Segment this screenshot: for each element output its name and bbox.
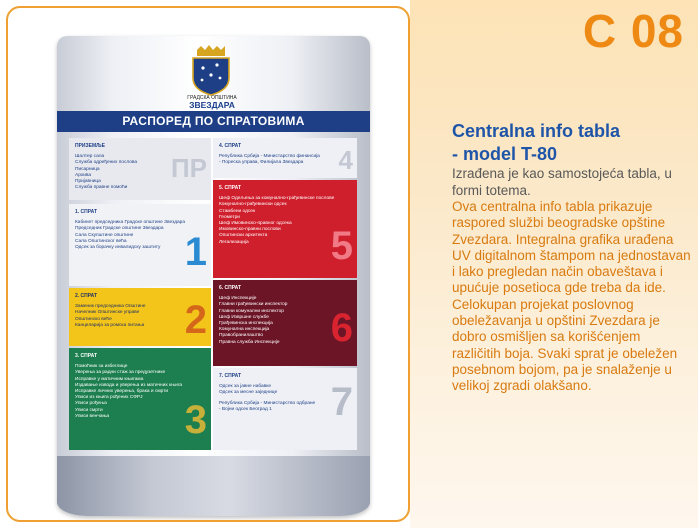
description-text: Ova centralna info tabla prikazuje raspored službi beogradske opštine Zvezdara. Integralna grafika urađena UV digitalnom štampom na jednostavan i lako pregledan način obaveštava i upućuje posetioca gde treba da ide. Celokupan projekat poslovnog obeležavanja u opštini Zvezdara je dobro osmišljen sa korišćenjem različitih boja. Svaki sprat je obeležen posebnom bojom, pa je snalaženje u velikoj zgradi olakšano. [452,199,691,394]
floor-item: Сала Скупштине општине [75,232,134,238]
floor-panel-5 [213,180,357,278]
floor-item: Архива [75,172,92,178]
floor-number: 2 [184,298,207,342]
floor-item: Главни комунални инспектор [219,308,284,314]
floor-item: Писарница [75,166,100,172]
floor-item: - Војни одсек Београд 1 [219,406,272,412]
product-title [452,120,682,166]
floor-panel-4 [213,138,357,178]
title-line-1: Centralna info tabla [452,121,621,141]
floor-item: Легализација [219,239,249,245]
floor-item: Председник Градске општине Звездара [75,226,164,232]
floor-item: Уписи из књига рођених СФРЈ [75,395,143,401]
floor-item: Одсек за јавне набавке [219,384,272,390]
floor-title: 1. СПРАТ [75,209,98,215]
floor-item: Грађевинска инспекција [219,321,273,327]
floor-item: Издавање извода и уверења из матичних књига [75,382,183,388]
floor-panel-2 [69,288,211,346]
floor-title: ПРИЗЕМЉЕ [75,143,105,149]
floor-item: Стамбени одсек [219,208,256,214]
floor-item: Служба правне помоћи [75,185,128,191]
floor-title: 3. СПРАТ [75,353,98,359]
floor-item: Република Србија - Министарство финансија [219,154,320,160]
floor-item: - Пореска управа, Филијала Звездара [219,160,304,166]
floor-number: 1 [184,230,207,274]
floor-number: 4 [338,145,353,175]
floor-item: Уписи рођења [75,401,107,407]
floor-item: Исправке личних уверења, брака и смрти [75,389,169,395]
floor-item: Сала Општинског већа [75,238,127,244]
floor-item: Главни грађевински инспектор [219,302,288,308]
intro-text: Izrađena je kao samostojeća tabla, u formi totema. [452,166,672,198]
floor-item: Уписи венчања [75,413,110,419]
floor-item: Комунално-грађевински одсек [219,202,287,208]
image-frame [6,6,410,522]
floor-item: Имовинско-правни послови [219,227,281,233]
floor-item: Шеф Извршне службе [219,314,269,320]
floor-title: 5. СПРАТ [219,185,242,191]
floor-panel-6 [213,280,357,366]
floor-item: Уверења за радни стаж за предузетнике [75,370,166,376]
floor-item: Општински архитекта [219,233,268,239]
floor-panel-3 [69,348,211,450]
floor-item: Правобранилаштво [219,333,264,339]
floor-item: Шалтер сала [75,154,105,160]
floor-item: Геометри [219,214,240,220]
floor-number: 3 [184,398,207,442]
floor-item: Одсек за борачку инвалидску заштиту [75,245,161,251]
floor-item: Уписи смрти [75,407,103,413]
floor-item: Заменик председника Општине [75,304,146,310]
coat-of-arms-icon [189,44,233,96]
floor-title: 2. СПРАТ [75,293,98,299]
floor-item: Кабинет председника Градске општине Звездара [75,220,185,226]
floor-item: Шеф Одељења за комунално-грађевинске послове [219,196,335,202]
floor-item: Правна служба Инспекције [219,339,280,345]
totem-base [57,456,370,516]
floor-item: Шеф Имовинско-правног одсека [219,221,292,227]
floor-panel-7 [213,368,357,450]
floor-panel-ground [69,138,211,200]
title-line-2: - model T-80 [452,144,558,164]
info-totem [57,36,370,516]
floor-item: Шеф Инспекције [219,296,257,302]
sign-header: РАСПОРЕД ПО СПРАТОВИМА [57,111,370,132]
floor-item: Одсек за месне заједнице [219,390,278,396]
floor-item: Општинско веће [75,316,112,322]
floor-item: Служба одређених послова [75,160,138,166]
floor-item: Комунална инспекција [219,327,270,333]
floor-number: 5 [330,224,353,268]
floor-title: 7. СПРАТ [219,373,242,379]
floor-panel-1 [69,204,211,286]
product-code: C 08 [582,5,684,57]
floor-item: Помоћник за избеглице [75,364,128,370]
municipality-label: ГРАДСКА ОПШТИНА [187,95,237,101]
floor-item: Исправке у матичним књигама [75,376,144,382]
floor-item: Канцеларија за ромска питања [75,322,145,328]
floor-item: Република Србија - Министарство одбране [219,400,316,406]
municipality-name: ЗВЕЗДАРА [189,100,235,110]
floor-title: 6. СПРАТ [219,285,242,291]
floor-item: Пријавница [75,179,101,185]
floor-number: ПР [170,153,207,183]
floor-item: Начелник Општинске управе [75,310,140,316]
floor-number: 6 [330,306,353,350]
floor-number: 7 [330,380,353,424]
floor-title: 4. СПРАТ [219,143,242,149]
